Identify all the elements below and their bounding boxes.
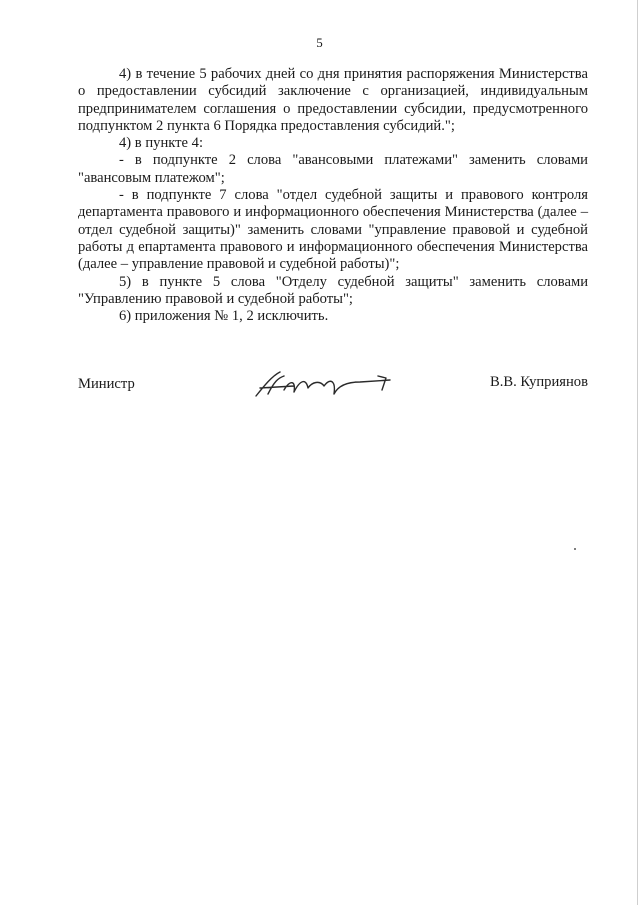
- paragraph-item-4-point-4: 4) в пункте 4:: [119, 135, 204, 152]
- paragraph-subitem-2: - в подпункте 2 слова "авансовыми платежами" заменить словами "авансовым платежом";: [78, 152, 588, 186]
- paragraph-item-6: 6) приложения № 1, 2 исключить.: [119, 308, 329, 325]
- scan-edge-line: [637, 0, 638, 905]
- scan-speck: [574, 548, 576, 550]
- signatory-title: Министр: [78, 376, 135, 392]
- document-body: [78, 66, 588, 325]
- page-number: 5: [316, 35, 323, 50]
- signature-block: [78, 366, 588, 406]
- paragraph-subitem-7: - в подпункте 7 слова "отдел судебной защиты и правового контроля департамента правового и информационного обеспечения Министерства (далее – отдел судебной защиты)" заменить словами "управление правовой и судебной работы д епартамента правового и информационного обеспечения Министерства (далее – управление правовой и судебной работы)";: [78, 187, 588, 273]
- signatory-name: В.В. Куприянов: [490, 374, 588, 390]
- handwritten-signature-icon: [250, 366, 400, 402]
- paragraph-item-4-subsidy-agreement: 4) в течение 5 рабочих дней со дня принятия распоряжения Министерства о предоставлении субсидий заключение с организацией, индивидуальным предпринимателем соглашения о предоставлении субсидии, предусмотренного подпунктом 2 пункта 6 Порядка предоставления субсидий.";: [78, 66, 588, 134]
- paragraph-item-5: 5) в пункте 5 слова "Отделу судебной защиты" заменить словами "Управлению правовой и судебной работы";: [78, 273, 588, 307]
